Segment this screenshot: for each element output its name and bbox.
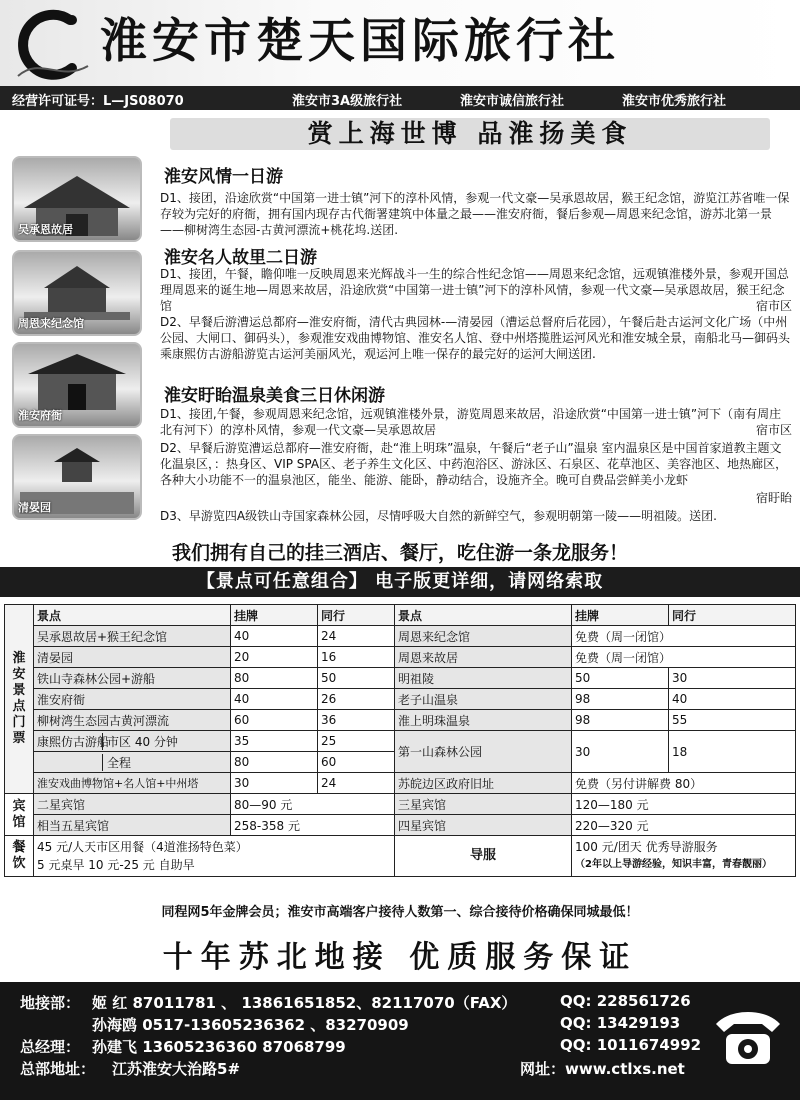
combination-bar: 【景点可任意组合】 电子版更详细，请网络索取: [0, 567, 800, 597]
gm-label: 总经理：: [20, 1038, 81, 1056]
tour2-day1-stay: 宿市区: [755, 299, 792, 313]
category-hotel: 宾馆: [5, 794, 34, 836]
food-guide-row: [5, 836, 796, 877]
price-table: [4, 604, 796, 877]
qq-3: QQ: 1011674992: [560, 1036, 702, 1054]
license-number: 经营许可证号：L—JS08070: [12, 94, 184, 109]
tour2-day2: D2、早餐后游漕运总都府—淮安府衙，清代古典园林-—清晏园（漕运总督府后花园），午餐后赴古运河文化广场（中州公园、大闸口、御码头），参观淮安戏曲博物馆、淮安名人馆、登中州塔揽胜运河风光和淮安城全景，南船北马—御码头乘康熙仿古游船游览古运河美丽风光，观运河上唯一保存的最完好的运河大闸送团.: [160, 315, 791, 361]
service-guarantee-slogan: 十年苏北地接 优质服务保证: [162, 940, 638, 975]
tour3-day1: D1、接团,午餐，参观周恩来纪念馆，远观镇淮楼外景，游览周恩来故居，沿途欣赏“中国第一进士镇”河下（南有周庄北有河下）的淳朴风情，参观一代文豪—吴承恩故居: [160, 407, 782, 437]
table-row-boat: 康熙仿古游船 市区 40 分钟 35 25 第一山森林公园 30 18: [5, 731, 796, 752]
photo-huaian-yamen: [12, 342, 142, 428]
license-strip: [0, 86, 800, 110]
guide-note: （2年以上导游经验，知识丰富，青春靓丽）: [575, 859, 772, 870]
tour2-title: 淮安名人故里二日游: [164, 248, 317, 268]
address: 江苏淮安大治路5#: [112, 1060, 241, 1078]
honor-excellent: 淮安市优秀旅行社: [622, 94, 727, 109]
photo-qingyan-garden: [12, 434, 142, 520]
table-row: 柳树湾生态园古黄河漂流 60 36 淮上明珠温泉 98 55: [5, 710, 796, 731]
one-stop-service-banner: 我们拥有自己的挂三酒店、餐厅，吃住游一条龙服务！: [171, 542, 628, 564]
qq-2: QQ: 13429193: [560, 1014, 681, 1032]
contact-ji-hong: 姬 红 87011781 、 13861651852、82117070（FAX）: [92, 994, 517, 1012]
company-title: 淮安市楚天国际旅行社: [100, 14, 620, 69]
tour3-day1-stay: 宿市区: [755, 423, 792, 437]
table-header-row: 淮安景点门票 景点 挂牌 同行 景点 挂牌 同行: [5, 605, 796, 626]
table-row: 吴承恩故居+猴王纪念馆 40 24 周恩来纪念馆 免费（周一闭馆）: [5, 626, 796, 647]
header: [0, 0, 800, 86]
contact-sun-haiou: 孙海鸥 0517-13605236362 、83270909: [92, 1016, 409, 1034]
hotel-row: 宾馆 二星宾馆 80—90 元 三星宾馆 120—180 元: [5, 794, 796, 815]
tour3-day3: D3、早游览四A级铁山寺国家森林公园，尽情呼吸大自然的新鲜空气，参观明朝第一陵——明祖陵。送团.: [160, 509, 717, 523]
company-logo: [10, 6, 92, 82]
photo-zhou-enlai-memorial: [12, 250, 142, 336]
telephone-icon: [710, 1004, 786, 1068]
contact-footer: [0, 982, 800, 1100]
hotel-row: 相当五星宾馆 258-358 元 四星宾馆 220—320 元: [5, 815, 796, 836]
guide-price: 100 元/团天 优秀导游服务: [575, 840, 718, 854]
tour3-day2: D2、早餐后游览漕运总都府—淮安府衙，赴“淮上明珠”温泉，午餐后“老子山”温泉 室内温泉区是中国首家道教主题文化温泉区，：热身区、VIP SPA区、老子养生文化区、中药泡浴区、游泳区、石泉区、花草池区、美容池区、地热廊区，各种大小功能不一的温泉池区，能坐、能游、能卧，静动结合，设施齐全。晚可自费品尝鲜美小龙虾: [160, 441, 788, 487]
category-tickets: 淮安景点门票: [5, 605, 34, 794]
honor-integrity: 淮安市诚信旅行社: [460, 94, 565, 109]
contact-label: 地接部：: [20, 994, 81, 1012]
caption: 周恩来纪念馆: [18, 317, 84, 330]
table-row: 淮安府衙 40 26 老子山温泉 98 40: [5, 689, 796, 710]
table-row: 清晏园 20 16 周恩来故居 免费（周一闭馆）: [5, 647, 796, 668]
tour1-title: 淮安风情一日游: [164, 167, 283, 187]
gm-contact: 孙建飞 13605236360 87068799: [92, 1038, 346, 1056]
caption: 吴承恩故居: [18, 223, 73, 236]
category-guide: 导服: [395, 836, 572, 877]
photo-wu-chengen-residence: [12, 156, 142, 242]
expo-slogan: 赏上海世博 品淮扬美食: [170, 118, 770, 150]
food-price-2: 5 元桌早 10 元-25 元 自助早: [37, 858, 195, 872]
table-row: 铁山寺森林公园+游船 80 50 明祖陵 50 30: [5, 668, 796, 689]
tour3-title: 淮安盱眙温泉美食三日休闲游: [164, 386, 385, 406]
website: 网址：www.ctlxs.net: [520, 1060, 685, 1078]
category-food: 餐饮: [5, 836, 34, 877]
honor-3a: 淮安市3A级旅行社: [292, 94, 403, 109]
tour2-day1: D1、接团，午餐，瞻仰唯一反映周恩来光辉战斗一生的综合性纪念馆——周恩来纪念馆，远观镇淮楼外景，参观开国总理周恩来的诞生地—周恩来故居，沿途欣赏“中国第一进士镇”河下的淳朴风情，参观一代文豪—吴承恩故居，猴王纪念馆: [160, 267, 789, 313]
qq-1: QQ: 228561726: [560, 992, 691, 1010]
membership-note: 同程网5年金牌会员；淮安市高端客户接待人数第一、综合接待价格确保同城最低！: [161, 905, 639, 920]
caption: 清晏园: [18, 501, 51, 514]
food-price-1: 45 元/人天市区用餐（4道淮扬特色菜）: [37, 840, 248, 854]
caption: 淮安府衙: [18, 409, 62, 422]
address-label: 总部地址：: [20, 1060, 96, 1078]
tour3-day2-stay: 宿盱眙: [755, 491, 792, 505]
table-row-boat-full: 全程 80 60: [5, 752, 796, 773]
table-row: 淮安戏曲博物馆+名人馆+中州塔 30 24 苏皖边区政府旧址 免费（另付讲解费 80）: [5, 773, 796, 794]
tour1-day1: D1、接团，沿途欣赏“中国第一进士镇”河下的淳朴风情，参观一代文豪—吴承恩故居，猴王纪念馆，游览江苏省唯一保存较为完好的府衙，拥有国内现存古代衙署建筑中体量之最——淮安府衙，餐后参观—周恩来纪念馆，游苏北第一景——柳树湾生态园-古黄河漂流+桃花坞.送团.: [160, 191, 790, 237]
